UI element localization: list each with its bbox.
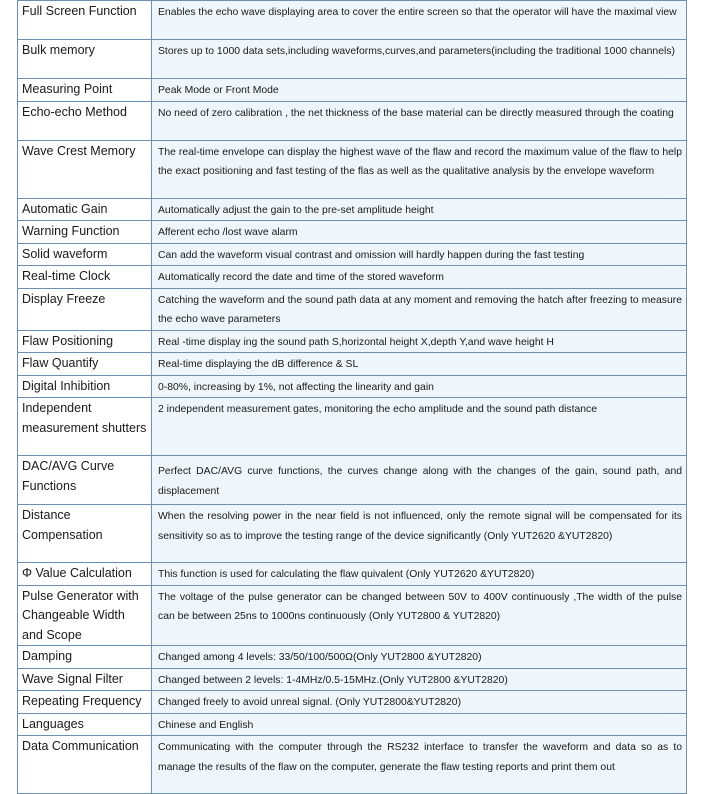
feature-description: The real-time envelope can display the highest wave of the flaw and record the maximum value of the flaw to help the exact positioning and fast testing of the flas as well as the qualitative analysis by the envelope waveform xyxy=(152,140,687,198)
feature-description: Enables the echo wave displaying area to cover the entire screen so that the operator will have the maximal view xyxy=(152,1,687,40)
feature-description: Perfect DAC/AVG curve functions, the curves change along with the changes of the gain, sound path, and displacement xyxy=(152,456,687,505)
feature-name: Echo-echo Method xyxy=(18,101,152,140)
table-row xyxy=(18,563,687,586)
feature-description: Changed freely to avoid unreal signal. (Only YUT2800&YUT2820) xyxy=(152,691,687,714)
table-row xyxy=(18,713,687,736)
feature-description: Changed among 4 levels: 33/50/100/500Ω(Only YUT2800 &YUT2820) xyxy=(152,646,687,669)
table-row xyxy=(18,736,687,794)
feature-description: Changed between 2 levels: 1-4MHz/0.5-15MHz.(Only YUT2800 &YUT2820) xyxy=(152,668,687,691)
feature-name: Flaw Positioning xyxy=(18,330,152,353)
feature-name: Warning Function xyxy=(18,221,152,244)
feature-description: Automatically adjust the gain to the pre-set amplitude height xyxy=(152,198,687,221)
feature-name: DAC/AVG Curve Functions xyxy=(18,456,152,505)
feature-description: Peak Mode or Front Mode xyxy=(152,79,687,102)
feature-description: Afferent echo /lost wave alarm xyxy=(152,221,687,244)
table-row xyxy=(18,691,687,714)
feature-description: 2 independent measurement gates, monitoring the echo amplitude and the sound path distance xyxy=(152,398,687,456)
table-row xyxy=(18,40,687,79)
feature-name: Repeating Frequency xyxy=(18,691,152,714)
feature-description: When the resolving power in the near field is not influenced, only the remote signal will be compensated for its sensitivity so as to improve the testing range of the device significantly (Only YUT2620 &YUT2820) xyxy=(152,505,687,563)
table-row xyxy=(18,330,687,353)
table-row xyxy=(18,221,687,244)
table-row xyxy=(18,668,687,691)
table-row xyxy=(18,198,687,221)
feature-name: Measuring Point xyxy=(18,79,152,102)
table-row xyxy=(18,101,687,140)
feature-name: Wave Signal Filter xyxy=(18,668,152,691)
feature-name: Languages xyxy=(18,713,152,736)
table-row xyxy=(18,398,687,456)
feature-name: Flaw Quantify xyxy=(18,353,152,376)
table-row xyxy=(18,243,687,266)
feature-name: Φ Value Calculation xyxy=(18,563,152,586)
feature-name: Real-time Clock xyxy=(18,266,152,289)
feature-name: Full Screen Function xyxy=(18,1,152,40)
feature-name: Bulk memory xyxy=(18,40,152,79)
table-row xyxy=(18,288,687,330)
feature-description: Stores up to 1000 data sets,including waveforms,curves,and parameters(including the traditional 1000 channels) xyxy=(152,40,687,79)
table-row xyxy=(18,456,687,505)
table-row xyxy=(18,140,687,198)
table-row xyxy=(18,266,687,289)
table-row xyxy=(18,353,687,376)
feature-description: 0-80%, increasing by 1%, not affecting the linearity and gain xyxy=(152,375,687,398)
feature-description: Chinese and English xyxy=(152,713,687,736)
feature-description: No need of zero calibration , the net thickness of the base material can be directly measured through the coating xyxy=(152,101,687,140)
feature-description: This function is used for calculating the flaw quivalent (Only YUT2620 &YUT2820) xyxy=(152,563,687,586)
table-row xyxy=(18,585,687,646)
feature-name: Automatic Gain xyxy=(18,198,152,221)
table-row xyxy=(18,646,687,669)
table-row xyxy=(18,1,687,40)
feature-description: Communicating with the computer through the RS232 interface to transfer the waveform and data so as to manage the results of the flaw on the computer, generate the flaw testing reports and print them out xyxy=(152,736,687,794)
feature-name: Data Communication xyxy=(18,736,152,794)
feature-description: Can add the waveform visual contrast and omission will hardly happen during the fast testing xyxy=(152,243,687,266)
feature-name: Damping xyxy=(18,646,152,669)
table-row xyxy=(18,375,687,398)
feature-name: Pulse Generator with Changeable Width and Scope xyxy=(18,585,152,646)
feature-name: Digital Inhibition xyxy=(18,375,152,398)
feature-name: Distance Compensation xyxy=(18,505,152,563)
feature-spec-table xyxy=(17,0,687,794)
feature-name: Display Freeze xyxy=(18,288,152,330)
feature-description: The voltage of the pulse generator can be changed between 50V to 400V continuously ,The width of the pulse can be between 25ns to 1000ns continuously (Only YUT2800 & YUT2820) xyxy=(152,585,687,646)
feature-description: Real -time display ing the sound path S,horizontal height X,depth Y,and wave height H xyxy=(152,330,687,353)
feature-description: Automatically record the date and time of the stored waveform xyxy=(152,266,687,289)
feature-name: Solid waveform xyxy=(18,243,152,266)
feature-description: Catching the waveform and the sound path data at any moment and removing the hatch after freezing to measure the echo wave parameters xyxy=(152,288,687,330)
feature-name: Wave Crest Memory xyxy=(18,140,152,198)
table-row xyxy=(18,505,687,563)
feature-description: Real-time displaying the dB difference & SL xyxy=(152,353,687,376)
feature-name: Independent measurement shutters xyxy=(18,398,152,456)
table-row xyxy=(18,79,687,102)
